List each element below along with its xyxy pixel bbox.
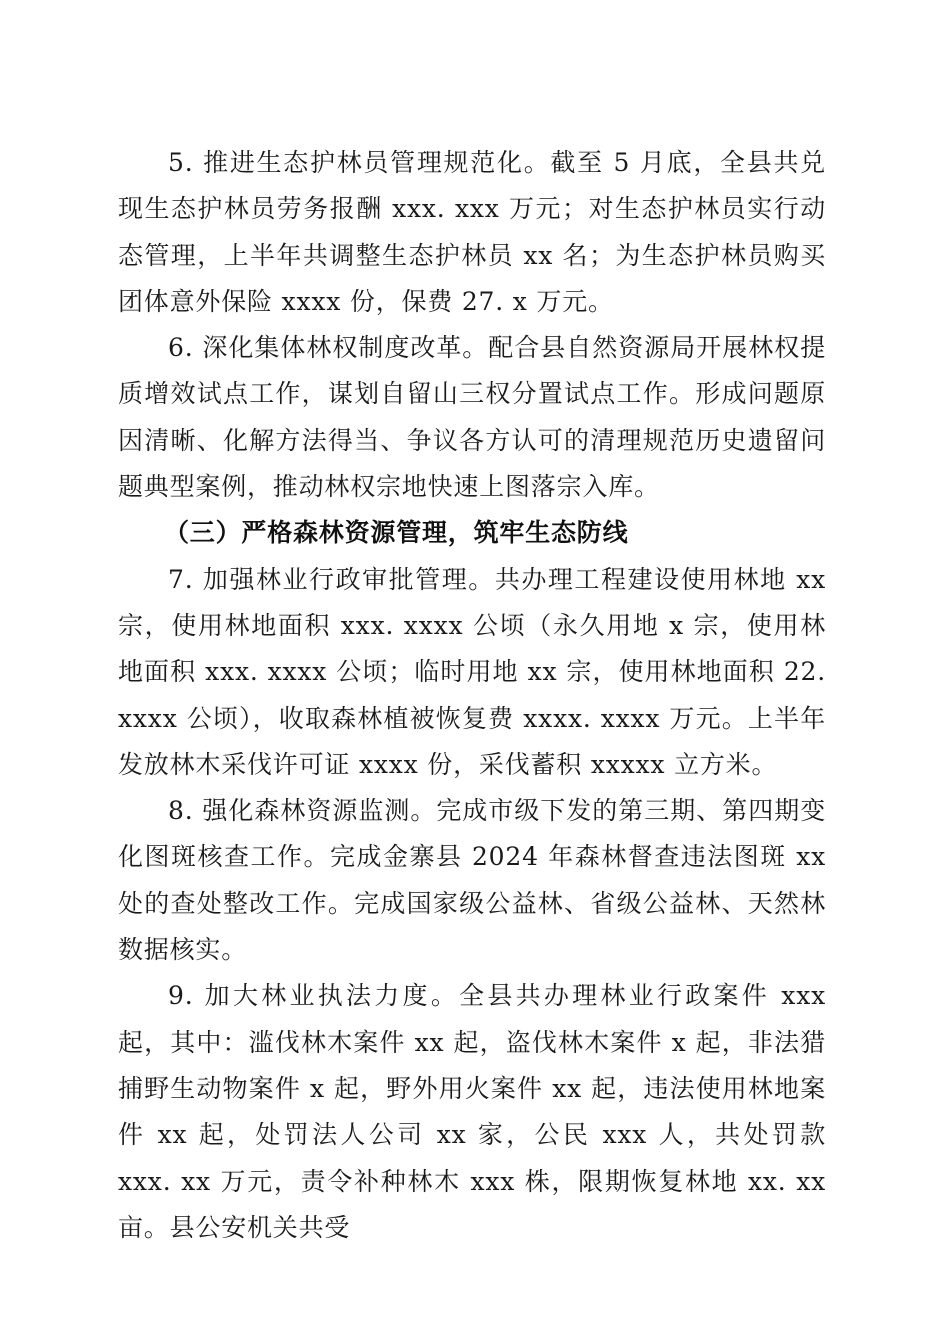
paragraph-5: 5. 推进生态护林员管理规范化。截至 5 月底，全县共兑现生态护林员劳务报酬 xxx. xxx 万元；对生态护林员实行动态管理，上半年共调整生态护林员 xx 名；为生态护林员购买团体意外保险 xxxx 份，保费 27. x 万元。 (118, 148, 826, 316)
paragraph-9: 9. 加大林业执法力度。全县共办理林业行政案件 xxx 起，其中：滥伐林木案件 xx 起，盗伐林木案件 x 起，非法猎捕野生动物案件 x 起，野外用火案件 xx 起，违法使用林地案件 xx 起，处罚法人公司 xx 家，公民 xxx 人，共处罚款 xxx. xx 万元，责令补种林木 xxx 株，限期恢复林地 xx. xx 亩。县公安机关共受 (118, 981, 826, 1242)
paragraph-7: 7. 加强林业行政审批管理。共办理工程建设使用林地 xx 宗，使用林地面积 xxx. xxxx 公顷（永久用地 x 宗，使用林地面积 xxx. xxxx 公顷；临时用地 xx 宗，使用林地面积 22. xxxx 公顷），收取森林植被恢复费 xxxx. xxxx 万元。上半年发放林木采伐许可证 xxxx 份，采伐蓄积 xxxxx 立方米。 (118, 564, 826, 779)
section-heading-3: （三）严格森林资源管理，筑牢生态防线 (164, 518, 629, 548)
document-body (118, 140, 826, 1251)
paragraph-8: 8. 强化森林资源监测。完成市级下发的第三期、第四期变化图斑核查工作。完成金寨县 2024 年森林督查违法图斑 xx 处的查处整改工作。完成国家级公益林、省级公益林、天然林数据核实。 (118, 796, 826, 965)
paragraph-6: 6. 深化集体林权制度改革。配合县自然资源局开展林权提质增效试点工作，谋划自留山三权分置试点工作。形成问题原因清晰、化解方法得当、争议各方认可的清理规范历史遗留问题典型案例，推动林权宗地快速上图落宗入库。 (118, 333, 826, 502)
